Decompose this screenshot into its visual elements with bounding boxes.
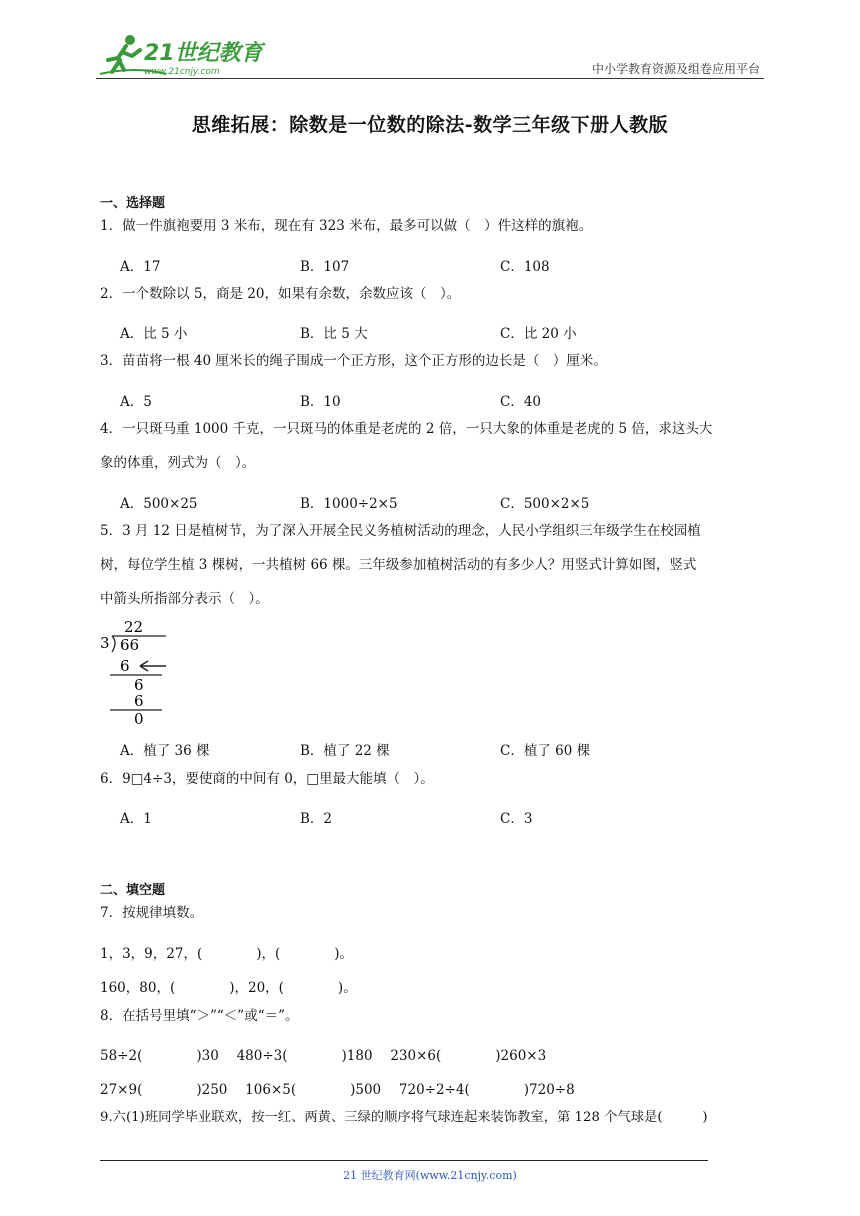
- step-2: 6: [134, 676, 144, 694]
- step-1: 6: [120, 657, 130, 675]
- q6-option-a: A．1: [120, 811, 152, 827]
- q4-option-a: A．500×25: [120, 496, 198, 512]
- logo-text: 21世纪教育: [144, 41, 263, 66]
- section-fill-heading: 二、填空题: [100, 883, 166, 898]
- question-5-line2: 树，每位学生植 3 棵树，一共植树 66 棵。三年级参加植树活动的有多少人？用竖式计算如图，竖式: [100, 557, 697, 573]
- question-1: 1．做一件旗袍要用 3 米布，现在有 323 米布，最多可以做（ ）件这样的旗袍。: [100, 218, 593, 234]
- step-3: 6: [134, 692, 144, 710]
- question-7: 7．按规律填数。: [100, 905, 204, 921]
- long-division-figure: [98, 618, 178, 726]
- q7-row-2: 160，80，( )，20，( )。: [100, 980, 357, 996]
- dividend: 66: [120, 636, 140, 654]
- q2-option-a: A．比 5 小: [120, 326, 188, 342]
- question-4-line1: 4．一只斑马重 1000 千克，一只斑马的体重是老虎的 2 倍，一只大象的体重是老虎的 5 倍，求这头大: [100, 421, 713, 437]
- q5-option-c: C．植了 60 棵: [500, 743, 591, 759]
- q1-option-c: C．108: [500, 259, 550, 275]
- divisor: 3: [100, 634, 110, 652]
- q3-option-b: B．10: [300, 394, 341, 410]
- q6-option-b: B．2: [300, 811, 333, 827]
- footer-text[interactable]: 21 世纪教育网(www.21cnjy.com): [343, 1169, 517, 1182]
- remainder: 0: [134, 710, 144, 726]
- logo-url: www.21cnjy.com: [144, 67, 220, 77]
- q8-row-1: 58÷2( )30 480÷3( )180 230×6( )260×3: [100, 1048, 547, 1064]
- site-name: 中小学教育资源及组卷应用平台: [591, 62, 760, 76]
- header-divider: [96, 78, 764, 79]
- q3-option-a: A．5: [120, 394, 152, 410]
- question-6: 6．9□4÷3，要使商的中间有 0，□里最大能填（ ）。: [100, 771, 434, 787]
- footer-divider: [100, 1160, 708, 1161]
- question-3: 3．苗苗将一根 40 厘米长的绳子围成一个正方形，这个正方形的边长是（ ）厘米。: [100, 353, 607, 369]
- q5-option-a: A．植了 36 棵: [120, 743, 210, 759]
- q4-option-b: B．1000÷2×5: [300, 496, 398, 512]
- q3-option-c: C．40: [500, 394, 542, 410]
- q7-row-1: 1，3，9，27，( )，( )。: [100, 946, 354, 962]
- q4-option-c: C．500×2×5: [500, 496, 590, 512]
- document-title: 思维拓展：除数是一位数的除法-数学三年级下册人教版: [191, 114, 669, 136]
- q5-option-b: B．植了 22 棵: [300, 743, 390, 759]
- site-logo: [96, 30, 266, 82]
- question-5-line1: 5．3 月 12 日是植树节，为了深入开展全民义务植树活动的理念，人民小学组织三年级学生在校园植: [100, 523, 701, 539]
- q2-option-c: C．比 20 小: [500, 326, 577, 342]
- q2-option-b: B．比 5 大: [300, 326, 368, 342]
- question-9: 9.六(1)班同学毕业联欢，按一红、两黄、三绿的顺序将气球连起来装饰教室，第 128 个气球是( ): [100, 1110, 708, 1125]
- arrow-left-icon: [140, 661, 166, 671]
- quotient: 22: [124, 618, 144, 636]
- division-bracket: [112, 636, 115, 652]
- question-2: 2．一个数除以 5，商是 20，如果有余数，余数应该（ ）。: [100, 286, 461, 302]
- q6-option-c: C．3: [500, 811, 533, 827]
- q1-option-a: A．17: [120, 259, 161, 275]
- section-choice-heading: 一、选择题: [100, 196, 166, 211]
- q1-option-b: B．107: [300, 259, 350, 275]
- question-4-line2: 象的体重，列式为（ ）。: [100, 455, 256, 471]
- question-5-line3: 中箭头所指部分表示（ ）。: [100, 591, 269, 607]
- question-8: 8．在括号里填“＞”“＜”或“＝”。: [100, 1008, 299, 1024]
- q8-row-2: 27×9( )250 106×5( )500 720÷2÷4( )720÷8: [100, 1082, 575, 1098]
